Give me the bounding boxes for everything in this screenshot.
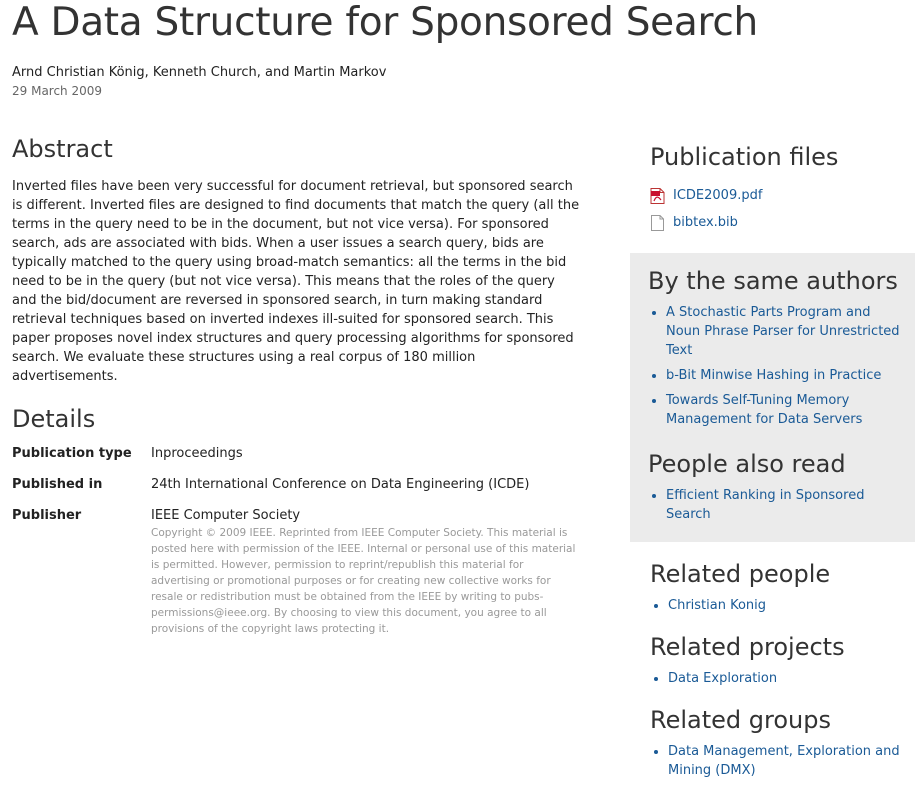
abstract-heading: Abstract: [12, 135, 113, 163]
file-list: [650, 182, 915, 236]
also-read-link[interactable]: Efficient Ranking in Sponsored Search: [666, 488, 865, 522]
related-group-link[interactable]: Data Management, Exploration and Mining (DMX): [668, 744, 900, 778]
related-groups-section: [630, 702, 915, 780]
related-panel: [630, 253, 915, 542]
details-value: 24th International Conference on Data Engineering (ICDE): [151, 477, 530, 492]
related-projects-section: [630, 629, 915, 688]
also-read-list: [648, 486, 905, 524]
details-row-publication-type: [12, 444, 582, 463]
file-link-bib[interactable]: bibtex.bib: [673, 215, 738, 230]
abstract-text: Inverted files have been very successful for document retrieval, but sponsored search is different. Inverted files are designed to find documents that match the query (all the terms in the query need to be in the document, but not vice versa). For sponsored search, ads are associated with bids. When a user issues a search query, bids are typically matched to the query using broad-match semantics: all the terms in the bid need to be in the query (but not vice versa). This means that the roles of the query and the bid/document are reversed in sponsored search, in turn making standard retrieval techniques based on inverted indexes ill-suited for sponsored search. This paper proposes novel index structures and query processing algorithms for sponsored search. We evaluate these structures using a real corpus of 180 million advertisements.: [12, 179, 580, 384]
list-item: [668, 596, 915, 615]
list-item: [668, 742, 915, 780]
related-projects-heading: Related projects: [650, 633, 845, 661]
list-item: [666, 391, 905, 429]
page-title: A Data Structure for Sponsored Search: [12, 0, 758, 45]
publisher-name: IEEE Computer Society: [151, 508, 301, 523]
file-link-pdf[interactable]: ICDE2009.pdf: [673, 188, 763, 203]
related-groups-list: [650, 742, 915, 780]
same-author-link[interactable]: Towards Self-Tuning Memory Management for Data Servers: [666, 393, 863, 427]
details-value-publisher: [151, 506, 582, 637]
details-value: Inproceedings: [151, 446, 243, 461]
copyright-notice: Copyright © 2009 IEEE. Reprinted from IEEE Computer Society. This material is posted here with permission of the IEEE. Internal or personal use of this material is permitted. However, permission to reprint/republish this material for advertising or promotional purposes or for creating new collective works for resale or redistribution must be obtained from the IEEE by writing to pubs-permissions@ieee.org. By choosing to view this document, you agree to all provisions of the copyright laws protecting it.: [151, 527, 576, 635]
list-item: [666, 486, 905, 524]
publication-files-heading: Publication files: [650, 143, 839, 171]
details-label: Published in: [12, 477, 103, 492]
details-table: [12, 444, 582, 637]
related-groups-heading: Related groups: [650, 706, 831, 734]
details-row-published-in: [12, 475, 582, 494]
same-author-link[interactable]: b-Bit Minwise Hashing in Practice: [666, 368, 882, 383]
file-icon: [650, 215, 665, 231]
same-author-link[interactable]: A Stochastic Parts Program and Noun Phrase Parser for Unrestricted Text: [666, 305, 900, 358]
list-item: [668, 669, 915, 688]
file-item-pdf: [650, 182, 915, 209]
list-item: [666, 366, 905, 385]
related-project-link[interactable]: Data Exploration: [668, 671, 778, 686]
same-authors-heading: By the same authors: [648, 267, 898, 295]
publication-date: 29 March 2009: [12, 84, 103, 98]
author-list: Arnd Christian König, Kenneth Church, and Martin Markov: [12, 65, 387, 80]
related-people-list: [650, 596, 915, 615]
main-content: [12, 133, 582, 649]
related-projects-list: [650, 669, 915, 688]
details-label: Publisher: [12, 508, 82, 523]
related-person-link[interactable]: Christian Konig: [668, 598, 767, 613]
file-item-bib: [650, 209, 915, 236]
details-heading: Details: [12, 405, 96, 433]
abstract-section: [12, 133, 582, 386]
sidebar: [630, 140, 915, 786]
details-section: [12, 403, 582, 637]
also-read-heading: People also read: [648, 450, 846, 478]
list-item: [666, 303, 905, 360]
related-people-section: [630, 556, 915, 615]
related-people-heading: Related people: [650, 560, 831, 588]
publication-files-section: [630, 140, 915, 236]
details-label: Publication type: [12, 446, 132, 461]
pdf-icon: [650, 188, 665, 204]
same-authors-list: [648, 303, 905, 429]
details-row-publisher: [12, 506, 582, 637]
